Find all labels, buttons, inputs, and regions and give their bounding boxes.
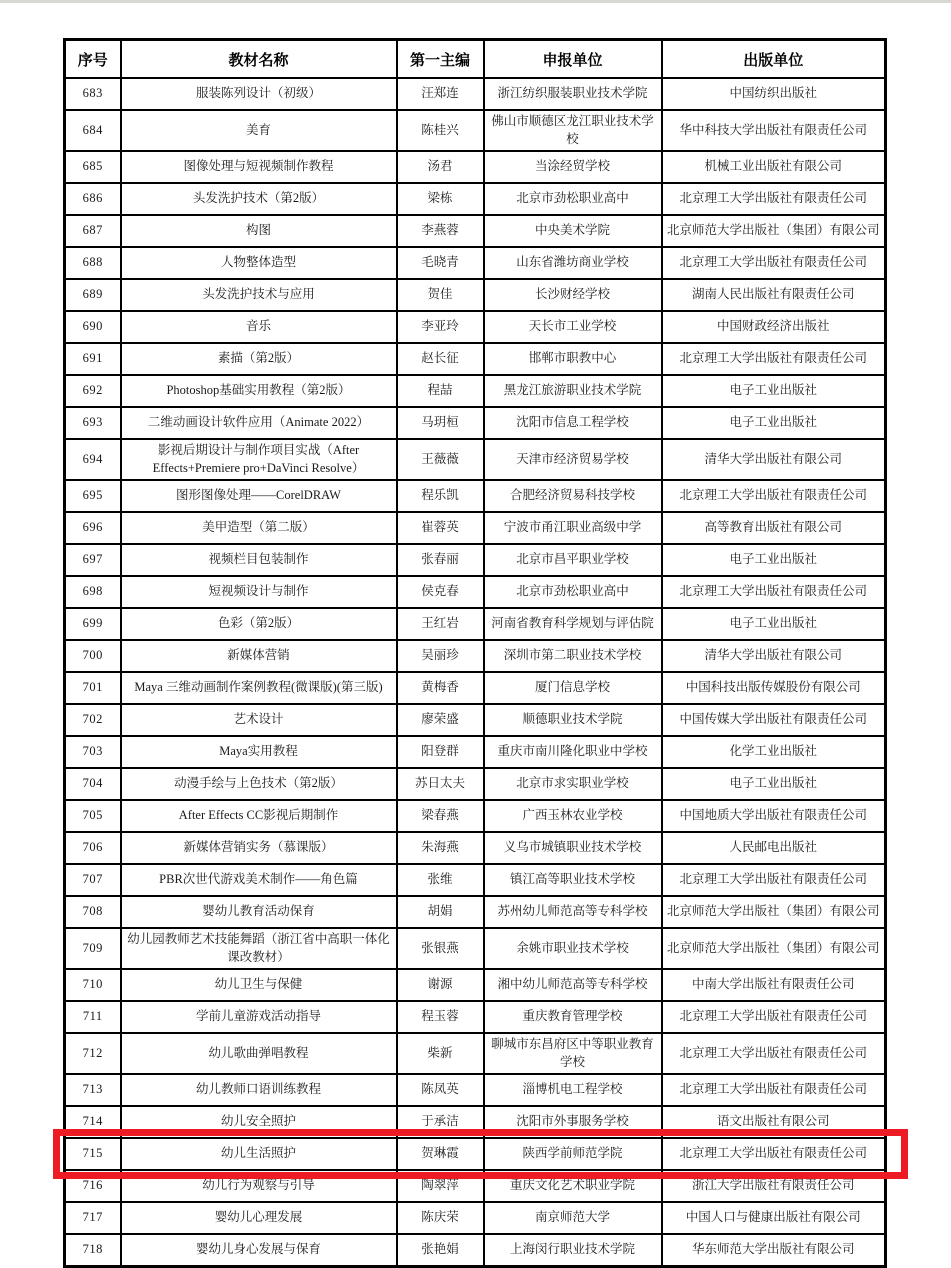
- cell-serial-number: 690: [65, 311, 121, 343]
- cell-chief-editor: 梁栋: [397, 183, 484, 215]
- cell-chief-editor: 苏日太夫: [397, 768, 484, 800]
- cell-applying-unit: 陕西学前师范学院: [484, 1138, 662, 1170]
- cell-textbook-title: 美甲造型（第二版）: [121, 512, 397, 544]
- cell-chief-editor: 梁春燕: [397, 800, 484, 832]
- cell-applying-unit: 深圳市第二职业技术学校: [484, 640, 662, 672]
- cell-serial-number: 692: [65, 375, 121, 407]
- cell-serial-number: 717: [65, 1202, 121, 1234]
- column-header: 教材名称: [121, 40, 397, 79]
- cell-chief-editor: 张银燕: [397, 928, 484, 969]
- cell-chief-editor: 张维: [397, 864, 484, 896]
- cell-publishing-unit: 北京师范大学出版社（集团）有限公司: [662, 928, 886, 969]
- cell-textbook-title: 头发洗护技术与应用: [121, 279, 397, 311]
- cell-serial-number: 711: [65, 1001, 121, 1033]
- cell-serial-number: 705: [65, 800, 121, 832]
- cell-chief-editor: 程乐凯: [397, 480, 484, 512]
- cell-serial-number: 699: [65, 608, 121, 640]
- cell-textbook-title: 图像处理与短视频制作教程: [121, 151, 397, 183]
- cell-applying-unit: 长沙财经学校: [484, 279, 662, 311]
- cell-publishing-unit: 北京理工大学出版社有限责任公司: [662, 183, 886, 215]
- cell-chief-editor: 张春丽: [397, 544, 484, 576]
- cell-publishing-unit: 化学工业出版社: [662, 736, 886, 768]
- cell-chief-editor: 贺琳霞: [397, 1138, 484, 1170]
- table-row: [65, 1138, 886, 1170]
- cell-serial-number: 694: [65, 439, 121, 480]
- cell-textbook-title: 素描（第2版）: [121, 343, 397, 375]
- cell-chief-editor: 汤君: [397, 151, 484, 183]
- table-row: [65, 78, 886, 110]
- cell-applying-unit: 顺德职业技术学院: [484, 704, 662, 736]
- cell-applying-unit: 淄博机电工程学校: [484, 1074, 662, 1106]
- cell-textbook-title: 新媒体营销: [121, 640, 397, 672]
- cell-chief-editor: 贺佳: [397, 279, 484, 311]
- cell-publishing-unit: 电子工业出版社: [662, 375, 886, 407]
- cell-textbook-title: 人物整体造型: [121, 247, 397, 279]
- table-row: [65, 800, 886, 832]
- cell-chief-editor: 吴丽珍: [397, 640, 484, 672]
- cell-serial-number: 685: [65, 151, 121, 183]
- cell-textbook-title: 幼儿园教师艺术技能舞蹈（浙江省中高职一体化课改教材）: [121, 928, 397, 969]
- cell-applying-unit: 邯郸市职教中心: [484, 343, 662, 375]
- cell-applying-unit: 重庆市南川隆化职业中学校: [484, 736, 662, 768]
- table-row: [65, 864, 886, 896]
- table-row: [65, 512, 886, 544]
- cell-publishing-unit: 机械工业出版社有限公司: [662, 151, 886, 183]
- cell-publishing-unit: 中国地质大学出版社有限责任公司: [662, 800, 886, 832]
- table-row: [65, 1234, 886, 1267]
- cell-serial-number: 696: [65, 512, 121, 544]
- cell-publishing-unit: 中国人口与健康出版社有限公司: [662, 1202, 886, 1234]
- cell-chief-editor: 谢源: [397, 969, 484, 1001]
- table-row: [65, 544, 886, 576]
- cell-publishing-unit: 中国纺织出版社: [662, 78, 886, 110]
- cell-publishing-unit: 浙江大学出版社有限责任公司: [662, 1170, 886, 1202]
- table-row: [65, 375, 886, 407]
- cell-publishing-unit: 北京师范大学出版社（集团）有限公司: [662, 215, 886, 247]
- cell-publishing-unit: 北京理工大学出版社有限责任公司: [662, 480, 886, 512]
- cell-chief-editor: 陶翠萍: [397, 1170, 484, 1202]
- table-row: [65, 151, 886, 183]
- cell-textbook-title: 视频栏目包装制作: [121, 544, 397, 576]
- cell-textbook-title: 艺术设计: [121, 704, 397, 736]
- cell-chief-editor: 阳登群: [397, 736, 484, 768]
- table-row: [65, 247, 886, 279]
- cell-publishing-unit: 北京理工大学出版社有限责任公司: [662, 1033, 886, 1074]
- cell-applying-unit: 北京市劲松职业高中: [484, 576, 662, 608]
- cell-serial-number: 709: [65, 928, 121, 969]
- cell-textbook-title: 学前儿童游戏活动指导: [121, 1001, 397, 1033]
- cell-publishing-unit: 电子工业出版社: [662, 407, 886, 439]
- cell-textbook-title: 二维动画设计软件应用（Animate 2022）: [121, 407, 397, 439]
- cell-applying-unit: 湘中幼儿师范高等专科学校: [484, 969, 662, 1001]
- cell-serial-number: 698: [65, 576, 121, 608]
- cell-serial-number: 707: [65, 864, 121, 896]
- table-row: [65, 1170, 886, 1202]
- table-row: [65, 969, 886, 1001]
- cell-applying-unit: 当涂经贸学校: [484, 151, 662, 183]
- cell-serial-number: 715: [65, 1138, 121, 1170]
- cell-textbook-title: 动漫手绘与上色技术（第2版）: [121, 768, 397, 800]
- cell-textbook-title: 幼儿安全照护: [121, 1106, 397, 1138]
- table-row: [65, 768, 886, 800]
- cell-applying-unit: 厦门信息学校: [484, 672, 662, 704]
- cell-chief-editor: 陈桂兴: [397, 110, 484, 151]
- cell-serial-number: 686: [65, 183, 121, 215]
- cell-publishing-unit: 北京理工大学出版社有限责任公司: [662, 343, 886, 375]
- cell-chief-editor: 程喆: [397, 375, 484, 407]
- cell-textbook-title: 幼儿生活照护: [121, 1138, 397, 1170]
- cell-applying-unit: 北京市求实职业学校: [484, 768, 662, 800]
- cell-chief-editor: 毛晓青: [397, 247, 484, 279]
- cell-applying-unit: 北京市昌平职业学校: [484, 544, 662, 576]
- cell-applying-unit: 余姚市职业技术学校: [484, 928, 662, 969]
- cell-chief-editor: 陈庆荣: [397, 1202, 484, 1234]
- cell-applying-unit: 中央美术学院: [484, 215, 662, 247]
- cell-textbook-title: 构图: [121, 215, 397, 247]
- cell-applying-unit: 苏州幼儿师范高等专科学校: [484, 896, 662, 928]
- column-header: 序号: [65, 40, 121, 79]
- cell-chief-editor: 朱海燕: [397, 832, 484, 864]
- cell-textbook-title: 幼儿歌曲弹唱教程: [121, 1033, 397, 1074]
- cell-chief-editor: 赵长征: [397, 343, 484, 375]
- table-row: [65, 736, 886, 768]
- cell-chief-editor: 胡娟: [397, 896, 484, 928]
- cell-publishing-unit: 北京理工大学出版社有限责任公司: [662, 1074, 886, 1106]
- table-row: [65, 311, 886, 343]
- cell-textbook-title: 头发洗护技术（第2版）: [121, 183, 397, 215]
- cell-chief-editor: 廖荣盛: [397, 704, 484, 736]
- cell-publishing-unit: 北京理工大学出版社有限责任公司: [662, 1138, 886, 1170]
- cell-serial-number: 703: [65, 736, 121, 768]
- cell-applying-unit: 沈阳市外事服务学校: [484, 1106, 662, 1138]
- cell-applying-unit: 天津市经济贸易学校: [484, 439, 662, 480]
- cell-applying-unit: 上海闵行职业技术学院: [484, 1234, 662, 1267]
- cell-chief-editor: 张艳娟: [397, 1234, 484, 1267]
- table-row: [65, 1202, 886, 1234]
- cell-applying-unit: 山东省潍坊商业学校: [484, 247, 662, 279]
- cell-applying-unit: 浙江纺织服装职业技术学院: [484, 78, 662, 110]
- cell-textbook-title: 短视频设计与制作: [121, 576, 397, 608]
- cell-serial-number: 704: [65, 768, 121, 800]
- cell-publishing-unit: 语文出版社有限公司: [662, 1106, 886, 1138]
- cell-serial-number: 700: [65, 640, 121, 672]
- cell-chief-editor: 柴新: [397, 1033, 484, 1074]
- cell-publishing-unit: 电子工业出版社: [662, 768, 886, 800]
- cell-chief-editor: 于承洁: [397, 1106, 484, 1138]
- column-header: 申报单位: [484, 40, 662, 79]
- table-row: [65, 576, 886, 608]
- cell-textbook-title: 婴幼儿身心发展与保育: [121, 1234, 397, 1267]
- cell-publishing-unit: 清华大学出版社有限公司: [662, 439, 886, 480]
- table-row: [65, 608, 886, 640]
- cell-chief-editor: 王薇薇: [397, 439, 484, 480]
- cell-publishing-unit: 北京理工大学出版社有限责任公司: [662, 864, 886, 896]
- cell-applying-unit: 义乌市城镇职业技术学校: [484, 832, 662, 864]
- header-row: [65, 40, 886, 79]
- cell-textbook-title: After Effects CC影视后期制作: [121, 800, 397, 832]
- cell-textbook-title: PBR次世代游戏美术制作——角色篇: [121, 864, 397, 896]
- table-row: [65, 1074, 886, 1106]
- table-row: [65, 183, 886, 215]
- cell-publishing-unit: 湖南人民出版社有限责任公司: [662, 279, 886, 311]
- cell-textbook-title: 新媒体营销实务（慕课版）: [121, 832, 397, 864]
- cell-publishing-unit: 电子工业出版社: [662, 544, 886, 576]
- cell-textbook-title: 服装陈列设计（初级）: [121, 78, 397, 110]
- cell-applying-unit: 佛山市顺德区龙江职业技术学校: [484, 110, 662, 151]
- cell-textbook-title: 色彩（第2版）: [121, 608, 397, 640]
- cell-publishing-unit: 中国传媒大学出版社有限责任公司: [662, 704, 886, 736]
- top-edge-strip: [0, 0, 951, 3]
- cell-serial-number: 684: [65, 110, 121, 151]
- cell-chief-editor: 李燕蓉: [397, 215, 484, 247]
- cell-serial-number: 716: [65, 1170, 121, 1202]
- cell-publishing-unit: 北京理工大学出版社有限责任公司: [662, 576, 886, 608]
- cell-chief-editor: 陈凤英: [397, 1074, 484, 1106]
- cell-serial-number: 712: [65, 1033, 121, 1074]
- cell-chief-editor: 程玉蓉: [397, 1001, 484, 1033]
- cell-textbook-title: Maya实用教程: [121, 736, 397, 768]
- cell-applying-unit: 合肥经济贸易科技学校: [484, 480, 662, 512]
- cell-textbook-title: 图形图像处理——CorelDRAW: [121, 480, 397, 512]
- table-row: [65, 896, 886, 928]
- cell-publishing-unit: 中国科技出版传媒股份有限公司: [662, 672, 886, 704]
- cell-textbook-title: 美育: [121, 110, 397, 151]
- cell-publishing-unit: 电子工业出版社: [662, 608, 886, 640]
- cell-textbook-title: 影视后期设计与制作项目实战（After Effects+Premiere pro+DaVinci Resolve）: [121, 439, 397, 480]
- table-row: [65, 215, 886, 247]
- cell-textbook-title: 婴幼儿心理发展: [121, 1202, 397, 1234]
- table-row: [65, 439, 886, 480]
- cell-applying-unit: 重庆教育管理学校: [484, 1001, 662, 1033]
- cell-serial-number: 689: [65, 279, 121, 311]
- cell-textbook-title: Maya 三维动画制作案例教程(微课版)(第三版): [121, 672, 397, 704]
- cell-serial-number: 691: [65, 343, 121, 375]
- cell-chief-editor: 李亚玲: [397, 311, 484, 343]
- column-header: 出版单位: [662, 40, 886, 79]
- cell-applying-unit: 河南省教育科学规划与评估院: [484, 608, 662, 640]
- table-row: [65, 407, 886, 439]
- table-row: [65, 1106, 886, 1138]
- cell-serial-number: 702: [65, 704, 121, 736]
- cell-applying-unit: 镇江高等职业技术学校: [484, 864, 662, 896]
- cell-applying-unit: 黑龙江旅游职业技术学院: [484, 375, 662, 407]
- table-row: [65, 640, 886, 672]
- cell-applying-unit: 广西玉林农业学校: [484, 800, 662, 832]
- cell-chief-editor: 王红岩: [397, 608, 484, 640]
- cell-publishing-unit: 北京理工大学出版社有限责任公司: [662, 247, 886, 279]
- cell-chief-editor: 侯克春: [397, 576, 484, 608]
- cell-textbook-title: 音乐: [121, 311, 397, 343]
- table-row: [65, 279, 886, 311]
- cell-applying-unit: 天长市工业学校: [484, 311, 662, 343]
- cell-chief-editor: 崔蓉英: [397, 512, 484, 544]
- table-row: [65, 704, 886, 736]
- cell-publishing-unit: 北京理工大学出版社有限责任公司: [662, 1001, 886, 1033]
- table-row: [65, 832, 886, 864]
- column-header: 第一主编: [397, 40, 484, 79]
- cell-serial-number: 695: [65, 480, 121, 512]
- table-row: [65, 110, 886, 151]
- cell-applying-unit: 重庆文化艺术职业学院: [484, 1170, 662, 1202]
- cell-chief-editor: 汪郑连: [397, 78, 484, 110]
- cell-serial-number: 693: [65, 407, 121, 439]
- cell-applying-unit: 沈阳市信息工程学校: [484, 407, 662, 439]
- cell-publishing-unit: 中南大学出版社有限责任公司: [662, 969, 886, 1001]
- cell-publishing-unit: 清华大学出版社有限公司: [662, 640, 886, 672]
- cell-applying-unit: 北京市劲松职业高中: [484, 183, 662, 215]
- cell-chief-editor: 黄梅香: [397, 672, 484, 704]
- cell-serial-number: 683: [65, 78, 121, 110]
- table-row: [65, 1033, 886, 1074]
- table-row: [65, 1001, 886, 1033]
- cell-publishing-unit: 人民邮电出版社: [662, 832, 886, 864]
- cell-publishing-unit: 华中科技大学出版社有限责任公司: [662, 110, 886, 151]
- cell-serial-number: 713: [65, 1074, 121, 1106]
- textbook-approval-table: [63, 38, 887, 1268]
- cell-serial-number: 688: [65, 247, 121, 279]
- cell-publishing-unit: 华东师范大学出版社有限公司: [662, 1234, 886, 1267]
- table-row: [65, 343, 886, 375]
- cell-serial-number: 687: [65, 215, 121, 247]
- cell-textbook-title: Photoshop基础实用教程（第2版）: [121, 375, 397, 407]
- cell-serial-number: 710: [65, 969, 121, 1001]
- cell-applying-unit: 南京师范大学: [484, 1202, 662, 1234]
- cell-chief-editor: 马玥桓: [397, 407, 484, 439]
- cell-textbook-title: 婴幼儿教育活动保育: [121, 896, 397, 928]
- table-row: [65, 480, 886, 512]
- cell-publishing-unit: 北京师范大学出版社（集团）有限公司: [662, 896, 886, 928]
- cell-serial-number: 697: [65, 544, 121, 576]
- cell-serial-number: 714: [65, 1106, 121, 1138]
- cell-applying-unit: 宁波市甬江职业高级中学: [484, 512, 662, 544]
- table-row: [65, 928, 886, 969]
- cell-serial-number: 708: [65, 896, 121, 928]
- cell-publishing-unit: 高等教育出版社有限公司: [662, 512, 886, 544]
- cell-publishing-unit: 中国财政经济出版社: [662, 311, 886, 343]
- table-row: [65, 672, 886, 704]
- cell-textbook-title: 幼儿卫生与保健: [121, 969, 397, 1001]
- cell-applying-unit: 聊城市东昌府区中等职业教育学校: [484, 1033, 662, 1074]
- cell-textbook-title: 幼儿行为观察与引导: [121, 1170, 397, 1202]
- cell-textbook-title: 幼儿教师口语训练教程: [121, 1074, 397, 1106]
- cell-serial-number: 718: [65, 1234, 121, 1267]
- cell-serial-number: 701: [65, 672, 121, 704]
- cell-serial-number: 706: [65, 832, 121, 864]
